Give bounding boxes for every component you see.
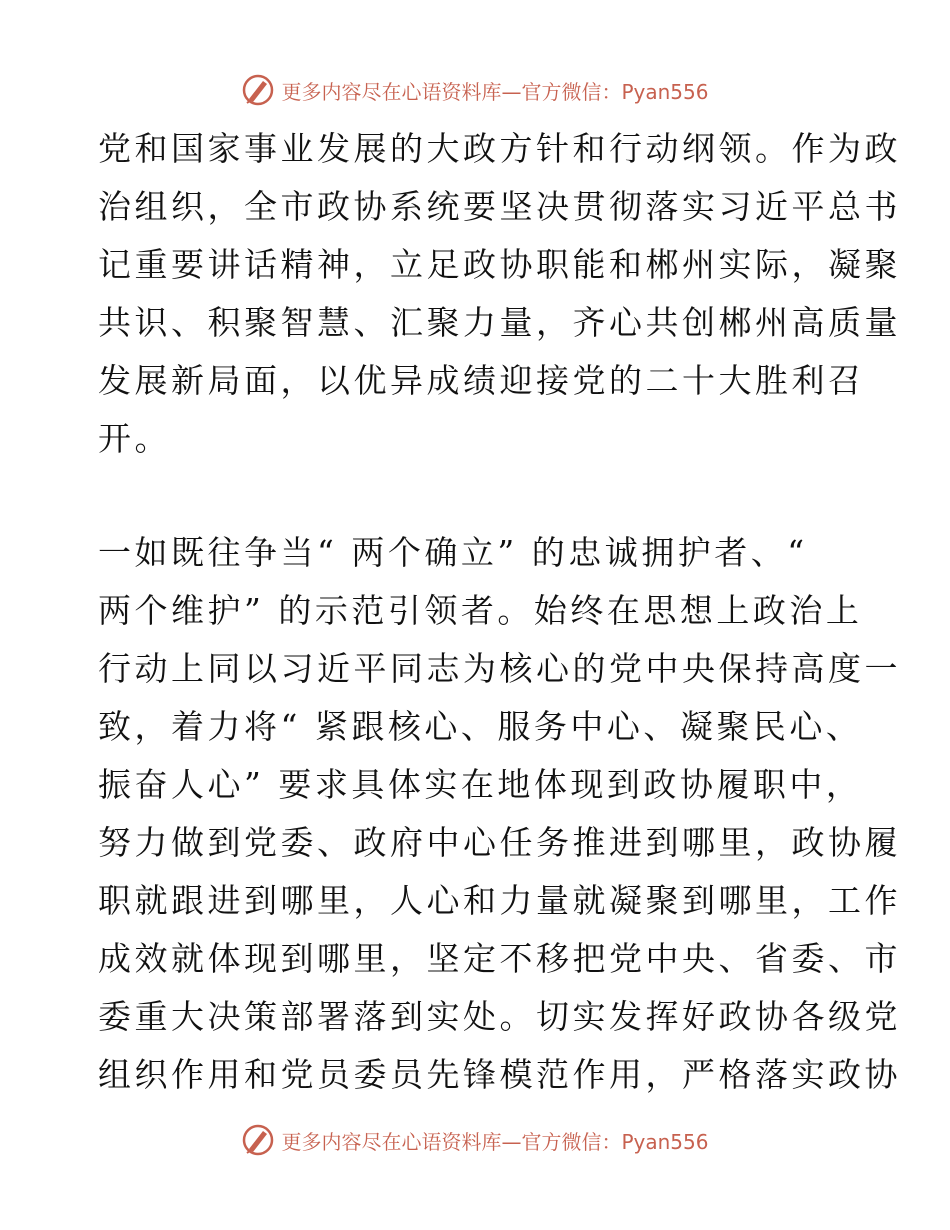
text-line: 开。 xyxy=(98,419,171,458)
watermark-text: 更多内容尽在心语资料库—官方微信：Pyan556 xyxy=(281,1129,709,1154)
text-line: 振奋人心” 要求具体实在地体现到政协履职中， xyxy=(98,765,863,804)
text-line: 职就跟进到哪里，人心和力量就凝聚到哪里，工作 xyxy=(98,881,901,920)
footer-watermark xyxy=(0,1120,950,1160)
text-line: 致，着力将“ 紧跟核心、服务中心、凝聚民心、 xyxy=(98,707,863,746)
pen-logo-icon xyxy=(241,1123,275,1157)
text-line: 行动上同以习近平同志为核心的党中央保持高度一 xyxy=(98,649,901,688)
paragraph-gap xyxy=(98,468,858,524)
header-watermark xyxy=(0,70,950,110)
document-body xyxy=(98,120,901,1104)
paragraph-2 xyxy=(98,524,901,1104)
text-line: 成效就体现到哪里，坚定不移把党中央、省委、市 xyxy=(98,939,901,978)
text-line: 共识、积聚智慧、汇聚力量，齐心共创郴州高质量 xyxy=(98,303,901,342)
text-line: 努力做到党委、政府中心任务推进到哪里，政协履 xyxy=(98,823,901,862)
text-line: 委重大决策部署落到实处。切实发挥好政协各级党 xyxy=(98,997,901,1036)
paragraph-1 xyxy=(98,120,901,468)
text-line: 一如既往争当“ 两个确立” 的忠诚拥护者、“ xyxy=(98,533,808,572)
pen-logo-icon xyxy=(241,73,275,107)
text-line: 党和国家事业发展的大政方针和行动纲领。作为政 xyxy=(98,129,901,168)
text-line: 组织作用和党员委员先锋模范作用，严格落实政协 xyxy=(98,1055,901,1094)
text-line: 两个维护” 的示范引领者。始终在思想上政治上 xyxy=(98,591,863,630)
text-line: 记重要讲话精神，立足政协职能和郴州实际，凝聚 xyxy=(98,245,901,284)
watermark-text: 更多内容尽在心语资料库—官方微信：Pyan556 xyxy=(281,79,709,104)
text-line: 治组织，全市政协系统要坚决贯彻落实习近平总书 xyxy=(98,187,901,226)
text-line: 发展新局面，以优异成绩迎接党的二十大胜利召 xyxy=(98,361,865,400)
